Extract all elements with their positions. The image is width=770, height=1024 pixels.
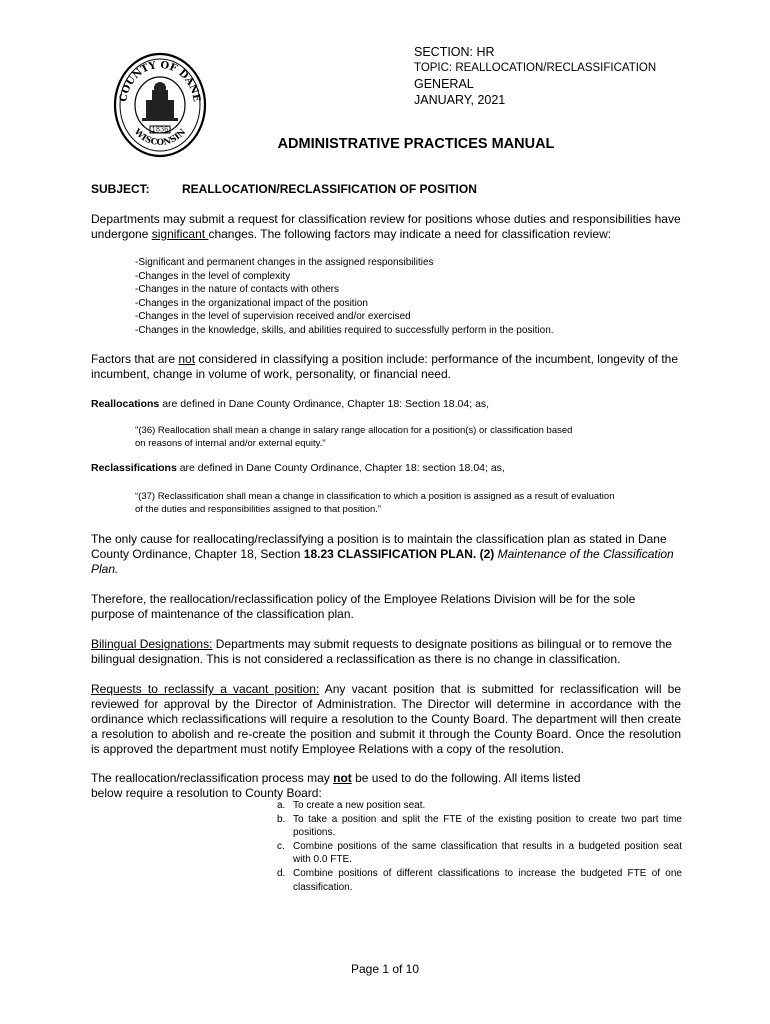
item-text: To take a position and split the FTE of the existing position to create two part time positions. xyxy=(293,813,682,839)
list-item xyxy=(277,799,682,813)
header-date: JANUARY, 2021 xyxy=(414,93,506,107)
only-cause-section: 18.23 CLASSIFICATION PLAN. (2) xyxy=(303,547,495,561)
process-paragraph xyxy=(91,771,681,801)
therefore-paragraph: Therefore, the reallocation/reclassification policy of the Employee Relations Division will be for the sole purpose of maintenance of the classification plan. xyxy=(91,592,636,621)
bilingual-paragraph xyxy=(91,637,681,667)
reclassifications-definition xyxy=(91,461,505,475)
intro-paragraph xyxy=(91,212,681,242)
header-topic: TOPIC: REALLOCATION/RECLASSIFICATION xyxy=(414,62,657,74)
vacant-heading: Requests to reclassify a vacant position: xyxy=(91,682,320,696)
process-not: not xyxy=(333,771,352,785)
item-text: Combine positions of the same classification that results in a budgeted position seat with 0.0 FTE. xyxy=(293,840,682,866)
not-considered-text-2: considered in classifying a position include: performance of the incumbent, longevity of the incumbent, change in volume of work, personality, or financial need. xyxy=(91,352,679,381)
subject-line xyxy=(91,182,477,196)
header-section: SECTION: HR xyxy=(414,45,495,59)
process-text-1: The reallocation/reclassification process may xyxy=(91,771,334,785)
reallocations-text: are defined in Dane County Ordinance, Chapter 18: Section 18.04; as, xyxy=(159,398,490,410)
quote-line: "(36) Reallocation shall mean a change in salary range allocation for a position(s) or classification based xyxy=(135,425,573,436)
item-letter: c. xyxy=(277,840,285,852)
resolution-items-list xyxy=(277,799,682,894)
reclassifications-quote xyxy=(135,490,695,517)
bilingual-text: Departments may submit requests to designate positions as bilingual or to remove the bilingual designation. This is not considered a reclassification as there is no change in classification. xyxy=(91,637,672,666)
quote-line: “(37) Reclassification shall mean a change in classification to which a position is assigned as a result of evaluation xyxy=(135,491,615,502)
reallocations-quote xyxy=(135,424,695,451)
bilingual-heading: Bilingual Designations: xyxy=(91,637,213,651)
subject-label: SUBJECT: xyxy=(91,182,150,196)
document-header xyxy=(414,44,656,108)
list-item: -Changes in the level of complexity xyxy=(135,270,291,282)
intro-underlined: significant xyxy=(151,227,209,241)
seal-top-text: COUNTY OF DANE xyxy=(118,59,202,103)
factors-list xyxy=(135,256,695,338)
reallocations-term: Reallocations xyxy=(91,398,160,410)
only-cause-paragraph xyxy=(91,532,681,577)
list-item: -Significant and permanent changes in the assigned responsibilities xyxy=(135,257,434,268)
quote-line: on reasons of internal and/or external equity." xyxy=(135,438,326,450)
item-letter: b. xyxy=(277,813,286,825)
seal-bottom-text: WISCONSIN xyxy=(131,127,189,148)
page-title: ADMINISTRATIVE PRACTICES MANUAL xyxy=(277,136,555,152)
list-item: -Changes in the organizational impact of the position xyxy=(135,297,368,309)
not-considered-underlined: not xyxy=(178,352,196,366)
item-letter: a. xyxy=(277,800,286,811)
intro-text-2: changes. The following factors may indicate a need for classification review: xyxy=(208,227,612,241)
item-text: To create a new position seat. xyxy=(293,800,426,811)
seal-year: 1836 xyxy=(151,125,169,134)
page-number: Page 1 of 10 xyxy=(350,962,420,976)
list-item: -Changes in the nature of contacts with others xyxy=(135,284,340,296)
reclassifications-term: Reclassifications xyxy=(91,462,177,474)
intro-text-1: Departments may submit a request for classification review for positions whose duties and responsibilities have undergone xyxy=(91,212,681,241)
list-item xyxy=(277,867,682,894)
item-letter: d. xyxy=(277,867,286,879)
only-cause-text: The only cause for reallocating/reclassifying a position is to maintain the classification plan as stated in Dane County Ordinance, Chapter 18, Section xyxy=(91,532,667,561)
list-item xyxy=(277,840,682,867)
only-cause-italic: Maintenance of the Classification Plan. xyxy=(91,547,674,576)
list-item: -Changes in the level of supervision received and/or exercised xyxy=(135,311,411,323)
vacant-position-paragraph xyxy=(91,682,681,757)
process-text-2: be used to do the following. All items listed xyxy=(351,771,581,785)
subject-value: REALLOCATION/RECLASSIFICATION OF POSITION xyxy=(182,182,477,196)
vacant-text: Any vacant position that is submitted for reclassification will be reviewed for approval by the Director of Administration. The Director will determine in accordance with the ordinance which reclassifications will require a resolution to the County Board. The department will then create a resolution to abolish and re-create the position and submit it through the County Board. Once the resolution is approved the department must notify Employee Relations with a copy of the resolution. xyxy=(91,682,682,756)
list-item xyxy=(277,813,682,840)
header-general: GENERAL xyxy=(414,77,474,91)
reallocations-definition xyxy=(91,397,489,411)
not-considered-text-1: Factors that are xyxy=(91,352,179,366)
list-item: -Changes in the knowledge, skills, and abilities required to successfully perform in the position. xyxy=(135,324,554,336)
not-considered-paragraph xyxy=(91,352,681,382)
quote-line: of the duties and responsibilities assigned to that position.” xyxy=(135,504,382,516)
item-text: Combine positions of different classifications to increase the budgeted FTE of one classification. xyxy=(293,867,682,893)
process-text-3: below require a resolution to County Board: xyxy=(91,786,322,800)
reclassifications-text: are defined in Dane County Ordinance, Chapter 18: section 18.04; as, xyxy=(176,462,505,474)
